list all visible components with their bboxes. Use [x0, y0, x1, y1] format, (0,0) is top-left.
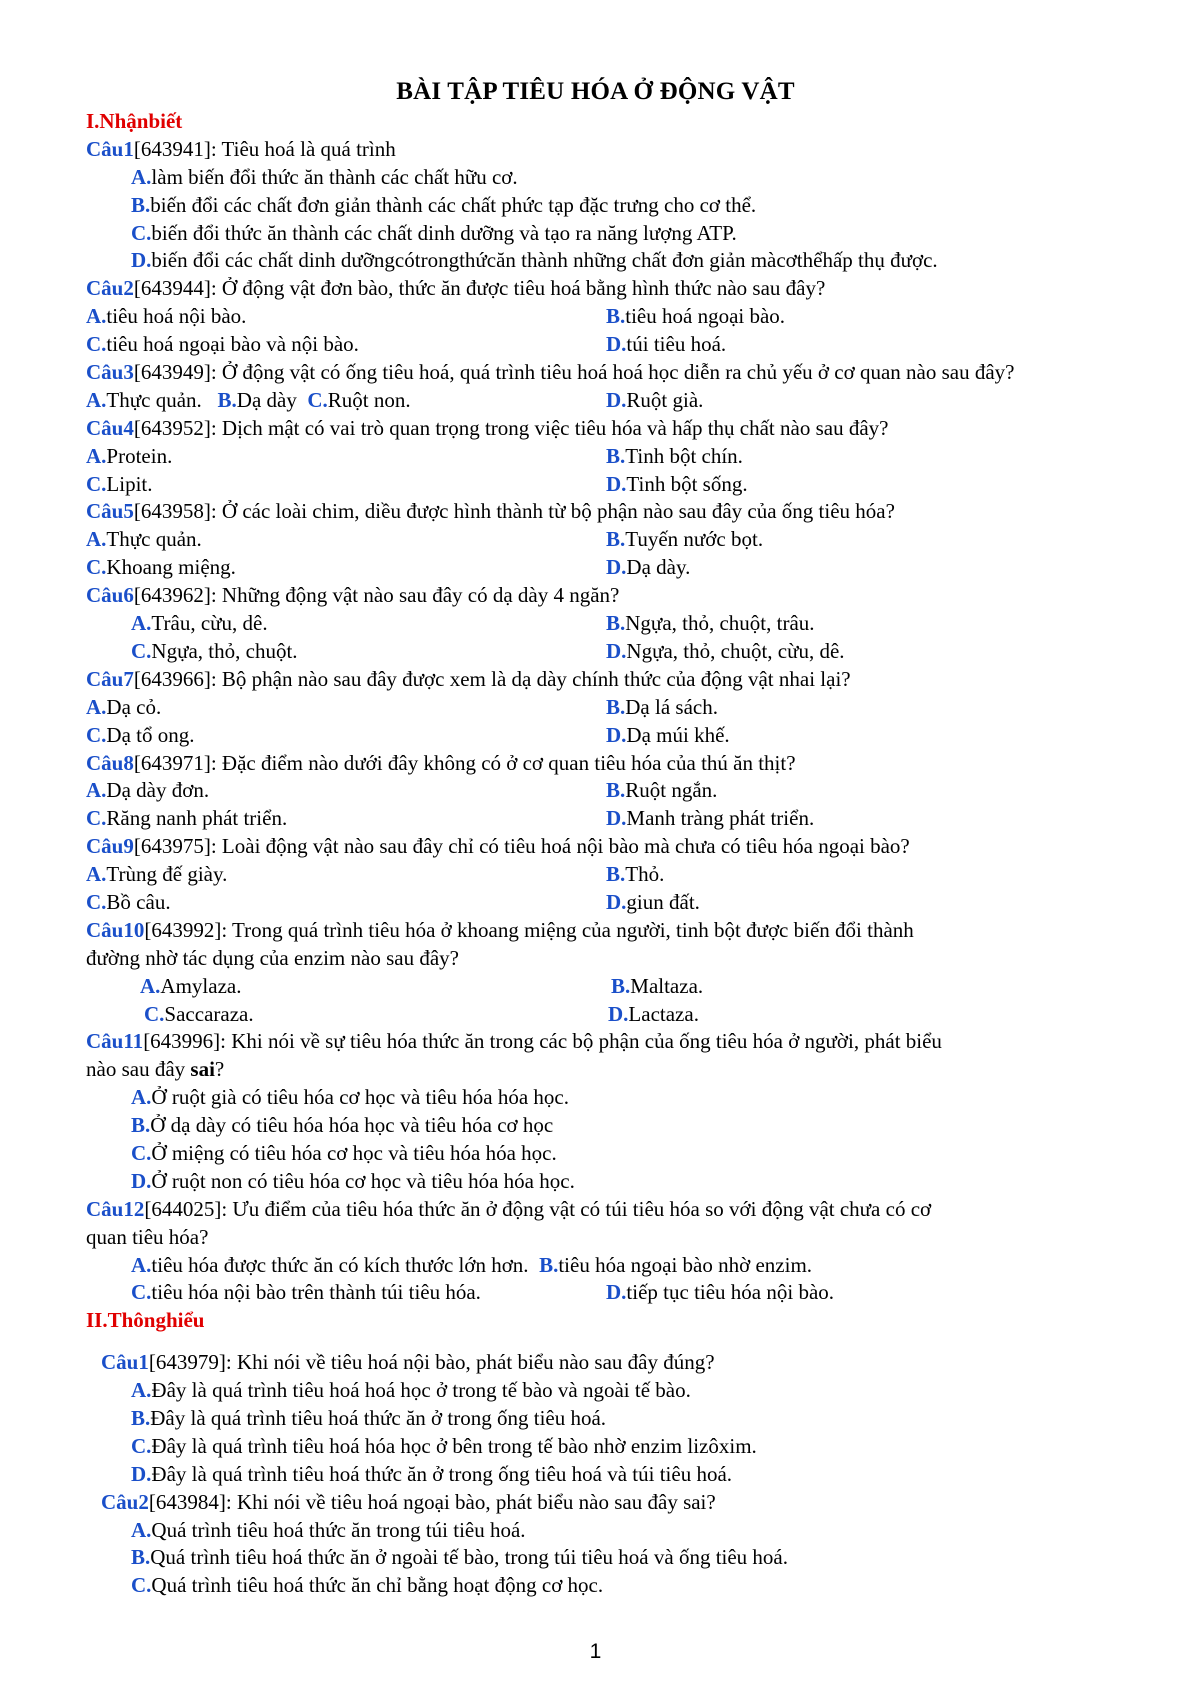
question-s2-1: Câu1[643979]: Khi nói về tiêu hoá nội bào, phát biểu nào sau đây đúng?: [101, 1350, 715, 1375]
options-row: A.Trâu, cừu, dê. B.Ngựa, thỏ, chuột, trâu.: [131, 611, 815, 636]
option-a: A.Ở ruột già có tiêu hóa cơ học và tiêu hóa hóa học.: [131, 1085, 569, 1110]
question-10-continued: đường nhờ tác dụng của enzim nào sau đây?: [86, 945, 459, 970]
options-row: C.Dạ tổ ong. D.Dạ múi khế.: [86, 722, 730, 747]
options-row: C.tiêu hóa nội bào trên thành túi tiêu hóa. D.tiếp tục tiêu hóa nội bào.: [131, 1280, 835, 1305]
options-row: C.tiêu hoá ngoại bào và nội bào. D.túi tiêu hoá.: [86, 332, 727, 357]
document-content: [86, 108, 1116, 1600]
option-d: D.Ở ruột non có tiêu hóa cơ học và tiêu hóa hóa học.: [131, 1168, 575, 1193]
option-b: B.Đây là quá trình tiêu hoá thức ăn ở trong ống tiêu hoá.: [131, 1405, 607, 1430]
options-row: C.Ngựa, thỏ, chuột. D.Ngựa, thỏ, chuột, cừu, dê.: [131, 638, 845, 663]
options-row: A.Dạ cỏ. B.Dạ lá sách.: [86, 694, 718, 719]
question-12-continued: quan tiêu hóa?: [86, 1224, 209, 1249]
section-heading-comprehension: II.Thônghiểu: [86, 1308, 205, 1333]
option-a: A.Đây là quá trình tiêu hoá hoá học ở trong tế bào và ngoài tế bào.: [131, 1378, 691, 1403]
question-2: Câu2[643944]: Ở động vật đơn bào, thức ăn được tiêu hoá bằng hình thức nào sau đây?: [86, 276, 826, 301]
option-c: C.Quá trình tiêu hoá thức ăn chỉ bằng hoạt động cơ học.: [131, 1573, 604, 1598]
option-c: C.Ở miệng có tiêu hóa cơ học và tiêu hóa hóa học.: [131, 1140, 557, 1165]
options-row: A.tiêu hóa được thức ăn có kích thước lớn hơn. B.tiêu hóa ngoại bào nhờ enzim.: [131, 1252, 813, 1277]
options-row: A.Trùng đế giày. B.Thỏ.: [86, 862, 665, 887]
question-4: Câu4[643952]: Dịch mật có vai trò quan trọng trong việc tiêu hóa và hấp thụ chất nào sau đây?: [86, 415, 889, 440]
question-7: Câu7[643966]: Bộ phận nào sau đây được xem là dạ dày chính thức của động vật nhai lại?: [86, 666, 851, 691]
question-12: Câu12[644025]: Ưu điểm của tiêu hóa thức ăn ở động vật có túi tiêu hóa so với động vật chưa có cơ: [86, 1196, 932, 1221]
options-row: A.Dạ dày đơn. B.Ruột ngắn.: [86, 778, 718, 803]
question-9: Câu9[643975]: Loài động vật nào sau đây chỉ có tiêu hoá nội bào mà chưa có tiêu hóa ngoại bào?: [86, 834, 910, 859]
options-row: C.Răng nanh phát triển. D.Manh tràng phát triển.: [86, 806, 815, 831]
question-11: Câu11[643996]: Khi nói về sự tiêu hóa thức ăn trong các bộ phận của ống tiêu hóa ở người, phát biểu: [86, 1029, 942, 1054]
page-number: 1: [589, 1640, 602, 1663]
option-c: C.Đây là quá trình tiêu hoá hóa học ở bên trong tế bào nhờ enzim lizôxim.: [131, 1433, 757, 1458]
option-a: A.Quá trình tiêu hoá thức ăn trong túi tiêu hoá.: [131, 1517, 526, 1542]
question-11-continued: nào sau đây sai?: [86, 1057, 225, 1082]
question-label: Câu1: [86, 136, 134, 161]
options-row: A.Thực quản. B.Dạ dày C.Ruột non. D.Ruột già.: [86, 387, 704, 412]
option-b: B.biến đổi các chất đơn giản thành các chất phức tạp đặc trưng cho cơ thể.: [131, 192, 757, 217]
options-row: A.tiêu hoá nội bào. B.tiêu hoá ngoại bào.: [86, 304, 786, 329]
options-row: A.Amylaza. B.Maltaza.: [140, 973, 704, 998]
section-heading-recognition: I.Nhậnbiết: [86, 109, 183, 133]
question-5: Câu5[643958]: Ở các loài chim, diều được hình thành từ bộ phận nào sau đây của ống tiêu hóa?: [86, 499, 895, 524]
options-row: A.Protein. B.Tinh bột chín.: [86, 443, 743, 468]
options-row: A.Thực quản. B.Tuyến nước bọt.: [86, 527, 764, 552]
options-row: C.Saccaraza. D.Lactaza.: [144, 1001, 699, 1026]
question-8: Câu8[643971]: Đặc điểm nào dưới đây không có ở cơ quan tiêu hóa của thú ăn thịt?: [86, 750, 796, 775]
option-b: B.Ở dạ dày có tiêu hóa hóa học và tiêu hóa cơ học: [131, 1113, 554, 1138]
option-c: C.biến đổi thức ăn thành các chất dinh dưỡng và tạo ra năng lượng ATP.: [131, 220, 737, 245]
options-row: C.Lipit. D.Tinh bột sống.: [86, 471, 748, 496]
question-3: Câu3[643949]: Ở động vật có ống tiêu hoá, quá trình tiêu hoá hoá học diễn ra chủ yếu ở cơ quan nào sau đây?: [86, 360, 1015, 385]
page-title: BÀI TẬP TIÊU HÓA Ở ĐỘNG VẬT: [396, 78, 795, 105]
options-row: C.Bồ câu. D.giun đất.: [86, 889, 700, 914]
options-row: C.Khoang miệng. D.Dạ dày.: [86, 555, 691, 580]
question-6: Câu6[643962]: Những động vật nào sau đây có dạ dày 4 ngăn?: [86, 583, 620, 608]
option-b: B.Quá trình tiêu hoá thức ăn ở ngoài tế bào, trong túi tiêu hoá và ống tiêu hoá.: [131, 1545, 789, 1570]
question-text: [643941]: Tiêu hoá là quá trình: [133, 136, 396, 161]
option-a: A.làm biến đổi thức ăn thành các chất hữu cơ.: [131, 164, 518, 189]
option-d: D.Đây là quá trình tiêu hoá thức ăn ở trong ống tiêu hoá và túi tiêu hoá.: [131, 1461, 733, 1486]
option-d: D.biến đổi các chất dinh dưỡngcótrongthứcăn thành những chất đơn giản màcơthểhấp thụ được.: [131, 248, 938, 273]
question-s2-2: Câu2[643984]: Khi nói về tiêu hoá ngoại bào, phát biểu nào sau đây sai?: [101, 1489, 716, 1514]
question-10: Câu10[643992]: Trong quá trình tiêu hóa ở khoang miệng của người, tinh bột được biến đổi thành: [86, 917, 914, 942]
question-1: [86, 136, 1116, 164]
